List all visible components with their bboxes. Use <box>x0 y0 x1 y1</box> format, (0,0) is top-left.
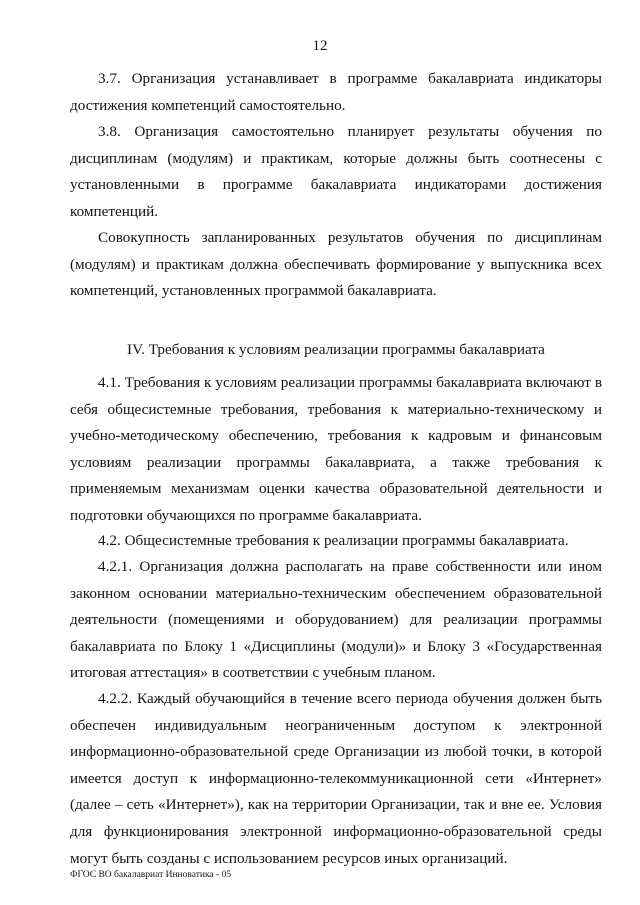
paragraph-4-2-2: 4.2.2. Каждый обучающийся в течение всего периода обучения должен быть обеспечен индивидуальным неограниченным доступом к электронной информационно-образовательной среде Организации из любой точки, в которой имеется доступ к информационно-телекоммуникационной сети «Интернет» (далее – сеть «Интернет»), как на территории Организации, так и вне ее. Условия для функционирования электронной информационно-образовательной среды могут быть созданы с использованием ресурсов иных организаций. <box>70 690 602 867</box>
paragraph-4-1: 4.1. Требования к условиям реализации программы бакалавриата включают в себя общесистемные требования, требования к материально-техническому и учебно-методическому обеспечению, требования к кадровым и финансовым условиям реализации программы бакалавриата, а также требования к применяемым механизмам оценки качества образовательной деятельности и подготовки обучающихся по программе бакалавриата. <box>70 374 602 524</box>
footer-label: ФГОС ВО бакалавриат Инноватика - 05 <box>70 870 232 880</box>
paragraph-summary: Совокупность запланированных результатов обучения по дисциплинам (модулям) и практикам должна обеспечивать формирование у выпускника всех компетенций, установленных программой бакалавриата. <box>70 229 602 300</box>
page-number: 12 <box>312 38 328 54</box>
paragraph-3-8: 3.8. Организация самостоятельно планирует результаты обучения по дисциплинам (модулям) и практикам, которые должны быть соотнесены с установленными в программе бакалавриата индикаторами достижения компетенций. <box>70 123 602 220</box>
paragraph-4-2: 4.2. Общесистемные требования к реализации программы бакалавриата. <box>98 532 569 549</box>
paragraph-4-2-1: 4.2.1. Организация должна располагать на праве собственности или ином законном основании материально-техническим обеспечением образовательной деятельности (помещениями и оборудованием) для реализации программы бакалавриата по Блоку 1 «Дисциплины (модули)» и Блоку 3 «Государственная итоговая аттестация» в соответствии с учебным планом. <box>70 558 602 682</box>
section-heading: IV. Требования к условиям реализации программы бакалавриата <box>127 341 545 358</box>
paragraph-3-7: 3.7. Организация устанавливает в программе бакалавриата индикаторы достижения компетенций самостоятельно. <box>70 70 602 114</box>
